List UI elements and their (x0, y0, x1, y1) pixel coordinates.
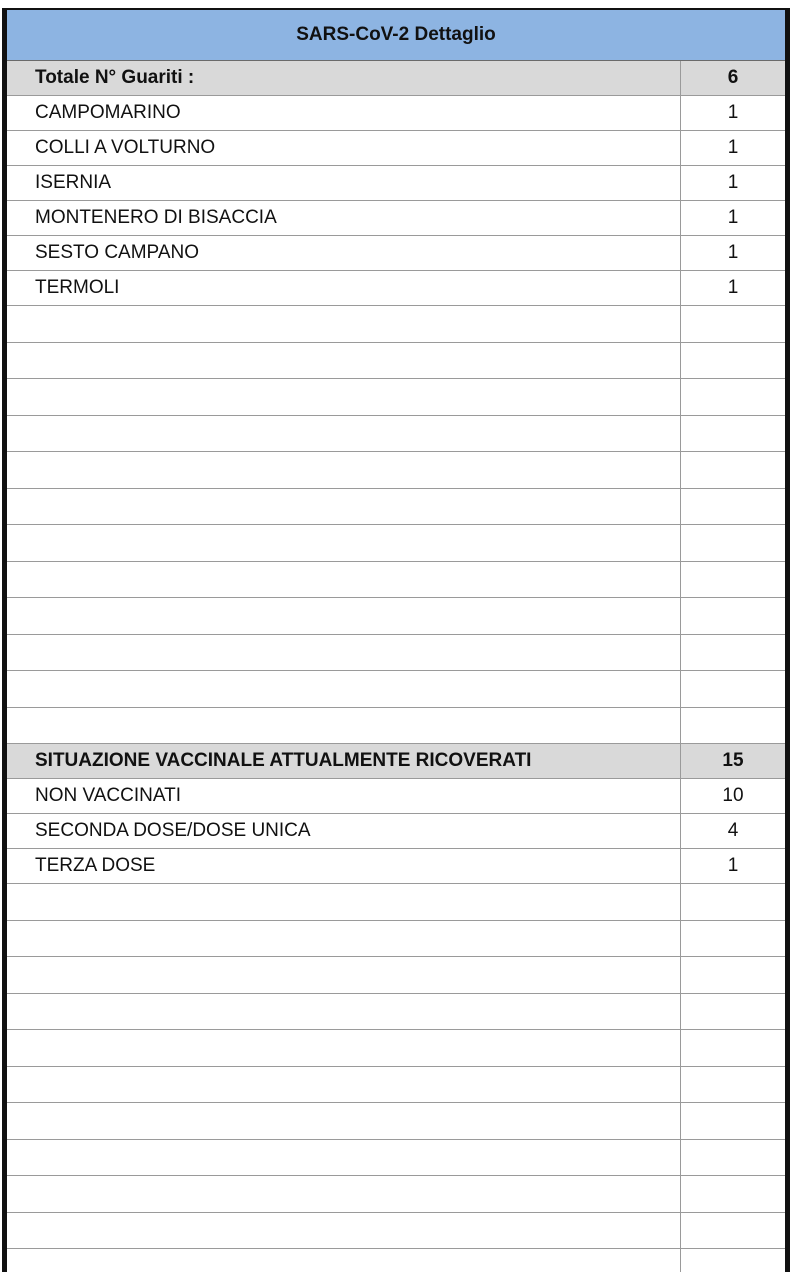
empty-cell (681, 416, 785, 452)
empty-cell (681, 1103, 785, 1139)
empty-row (7, 525, 785, 562)
table-row (7, 779, 785, 814)
empty-row (7, 1249, 785, 1272)
table-row (7, 814, 785, 849)
table-title: SARS-CoV-2 Dettaglio (7, 10, 785, 61)
empty-cell (7, 306, 681, 342)
empty-cell (681, 635, 785, 671)
empty-row (7, 343, 785, 380)
empty-row (7, 379, 785, 416)
empty-cell (681, 1067, 785, 1103)
vaccination-count: 4 (727, 820, 739, 841)
empty-row (7, 1176, 785, 1213)
vaccination-total-value: 15 (722, 750, 744, 771)
vaccination-status-label: TERZA DOSE (7, 849, 681, 883)
empty-cell (681, 525, 785, 561)
municipality-label: COLLI A VOLTURNO (7, 131, 681, 165)
vaccination-status-label: SECONDA DOSE/DOSE UNICA (7, 814, 681, 848)
empty-cell (681, 1140, 785, 1176)
empty-cell (681, 452, 785, 488)
empty-cell (7, 416, 681, 452)
empty-cell (7, 635, 681, 671)
vaccination-status-label: NON VACCINATI (7, 779, 681, 813)
empty-cell (681, 1249, 785, 1272)
empty-row (7, 306, 785, 343)
empty-row (7, 671, 785, 708)
empty-cell (7, 525, 681, 561)
report-table (2, 8, 790, 1272)
recovered-count: 1 (727, 102, 739, 123)
vaccination-count: 10 (722, 785, 744, 806)
empty-row (7, 994, 785, 1031)
municipality-label: MONTENERO DI BISACCIA (7, 201, 681, 235)
recovered-count: 1 (727, 172, 739, 193)
empty-cell (681, 489, 785, 525)
empty-cell (7, 1067, 681, 1103)
empty-row (7, 957, 785, 994)
empty-row (7, 1067, 785, 1104)
recovered-count: 1 (727, 277, 739, 298)
table-row (7, 201, 785, 236)
empty-cell (681, 1213, 785, 1249)
vaccination-count: 1 (727, 855, 739, 876)
empty-row (7, 1140, 785, 1177)
table-row (7, 271, 785, 306)
empty-cell (681, 708, 785, 744)
empty-cell (7, 489, 681, 525)
municipality-label: SESTO CAMPANO (7, 236, 681, 270)
vaccination-header-row (7, 744, 785, 779)
recovered-count: 1 (727, 137, 739, 158)
recovered-header-label: Totale N° Guariti : (7, 61, 681, 95)
empty-row (7, 884, 785, 921)
empty-row (7, 562, 785, 599)
empty-row (7, 416, 785, 453)
table-row (7, 849, 785, 884)
recovered-count: 1 (727, 207, 739, 228)
recovered-header-row (7, 61, 785, 96)
municipality-label: ISERNIA (7, 166, 681, 200)
vaccination-header-label: SITUAZIONE VACCINALE ATTUALMENTE RICOVERATI (7, 744, 681, 778)
empty-row (7, 921, 785, 958)
empty-cell (681, 671, 785, 707)
empty-cell (7, 708, 681, 744)
empty-cell (681, 1030, 785, 1066)
empty-row (7, 598, 785, 635)
empty-row (7, 1030, 785, 1067)
empty-cell (7, 1213, 681, 1249)
table-row (7, 236, 785, 271)
empty-row (7, 452, 785, 489)
municipality-label: CAMPOMARINO (7, 96, 681, 130)
table-row (7, 166, 785, 201)
empty-cell (7, 994, 681, 1030)
empty-row (7, 635, 785, 672)
empty-row (7, 708, 785, 745)
empty-cell (681, 562, 785, 598)
empty-cell (7, 1249, 681, 1272)
empty-cell (681, 1176, 785, 1212)
empty-cell (7, 379, 681, 415)
empty-cell (681, 994, 785, 1030)
empty-cell (7, 343, 681, 379)
empty-cell (7, 598, 681, 634)
empty-cell (681, 379, 785, 415)
empty-cell (7, 671, 681, 707)
empty-row (7, 1103, 785, 1140)
empty-cell (681, 957, 785, 993)
empty-row (7, 1213, 785, 1250)
empty-cell (7, 452, 681, 488)
empty-cell (7, 1030, 681, 1066)
table-row (7, 96, 785, 131)
empty-cell (681, 921, 785, 957)
empty-cell (7, 921, 681, 957)
empty-row (7, 489, 785, 526)
empty-cell (7, 1140, 681, 1176)
empty-cell (681, 884, 785, 920)
recovered-total-value: 6 (727, 67, 739, 88)
recovered-count: 1 (727, 242, 739, 263)
empty-cell (7, 562, 681, 598)
empty-cell (7, 957, 681, 993)
empty-cell (7, 1176, 681, 1212)
empty-cell (681, 306, 785, 342)
empty-cell (7, 884, 681, 920)
table-row (7, 131, 785, 166)
empty-cell (681, 343, 785, 379)
municipality-label: TERMOLI (7, 271, 681, 305)
empty-cell (7, 1103, 681, 1139)
empty-cell (681, 598, 785, 634)
